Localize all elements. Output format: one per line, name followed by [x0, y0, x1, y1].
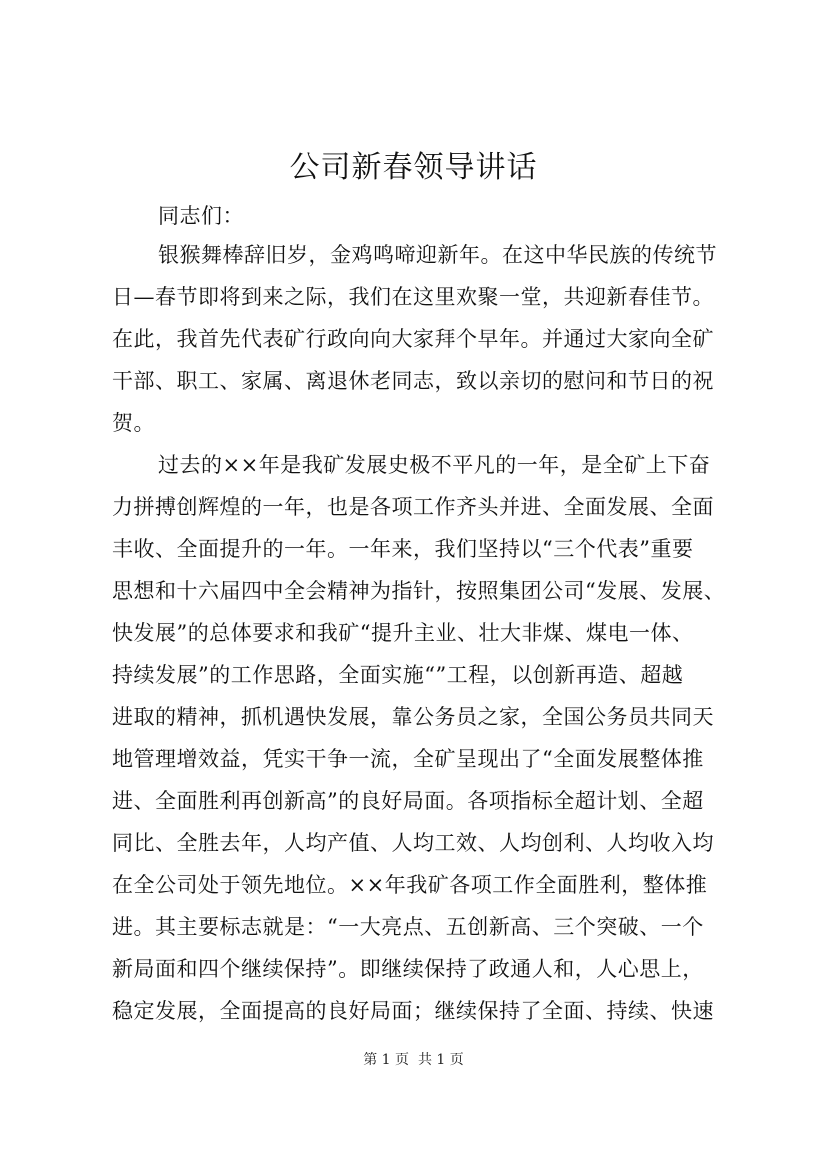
salutation-line: 同志们：	[158, 204, 244, 228]
paragraph-line: 进、全面胜利再创新高”的良好局面。各项指标全超计划、全超	[112, 789, 704, 813]
paragraph-line: 在此，我首先代表矿行政向向大家拜个早年。并通过大家向全矿	[112, 327, 714, 351]
paragraph-line: 进。其主要标志就是：“一大亮点、五创新高、三个突破、一个	[112, 915, 704, 939]
page-number-label: 第 1 页 共 1 页	[363, 1052, 464, 1068]
paragraph-line: 持续发展”的工作思路，全面实施“”工程，以创新再造、超越	[112, 663, 684, 687]
paragraph-line: 力拼搏创辉煌的一年，也是各项工作齐头并进、全面发展、全面	[112, 495, 714, 519]
paragraph-line: 过去的××年是我矿发展史极不平凡的一年，是全矿上下奋	[158, 453, 711, 477]
paragraph-line: 快发展”的总体要求和我矿“提升主业、壮大非煤、煤电一体、	[112, 621, 694, 645]
paragraph-line: 日—春节即将到来之际，我们在这里欢聚一堂，共迎新春佳节。	[112, 285, 714, 309]
paragraph-line: 贺。	[112, 411, 155, 435]
paragraph-line: 同比、全胜去年，人均产值、人均工效、人均创利、人均收入均	[112, 831, 714, 855]
paragraph-line: 思想和十六届四中全会精神为指针，按照集团公司“发展、发展、	[112, 579, 726, 603]
paragraph-line: 新局面和四个继续保持”。即继续保持了政通人和，人心思上，	[112, 957, 704, 981]
paragraph-line: 稳定发展，全面提高的良好局面；继续保持了全面、持续、快速	[112, 999, 714, 1023]
paragraph-line: 丰收、全面提升的一年。一年来，我们坚持以“三个代表”重要	[112, 537, 694, 561]
page-footer	[0, 1050, 827, 1070]
paragraph-line: 银猴舞棒辞旧岁，金鸡鸣啼迎新年。在这中华民族的传统节	[158, 243, 717, 267]
paragraph-line: 在全公司处于领先地位。××年我矿各项工作全面胜利，整体推	[112, 873, 708, 897]
paragraph-line: 进取的精神，抓机遇快发展，靠公务员之家，全国公务员共同天	[112, 705, 714, 729]
paragraph-line: 干部、职工、家属、离退休老同志，致以亲切的慰问和节日的祝	[112, 369, 714, 393]
paragraph-line: 地管理增效益，凭实干争一流，全矿呈现出了“全面发展整体推	[112, 747, 704, 771]
document-title: 公司新春领导讲话	[289, 150, 538, 185]
